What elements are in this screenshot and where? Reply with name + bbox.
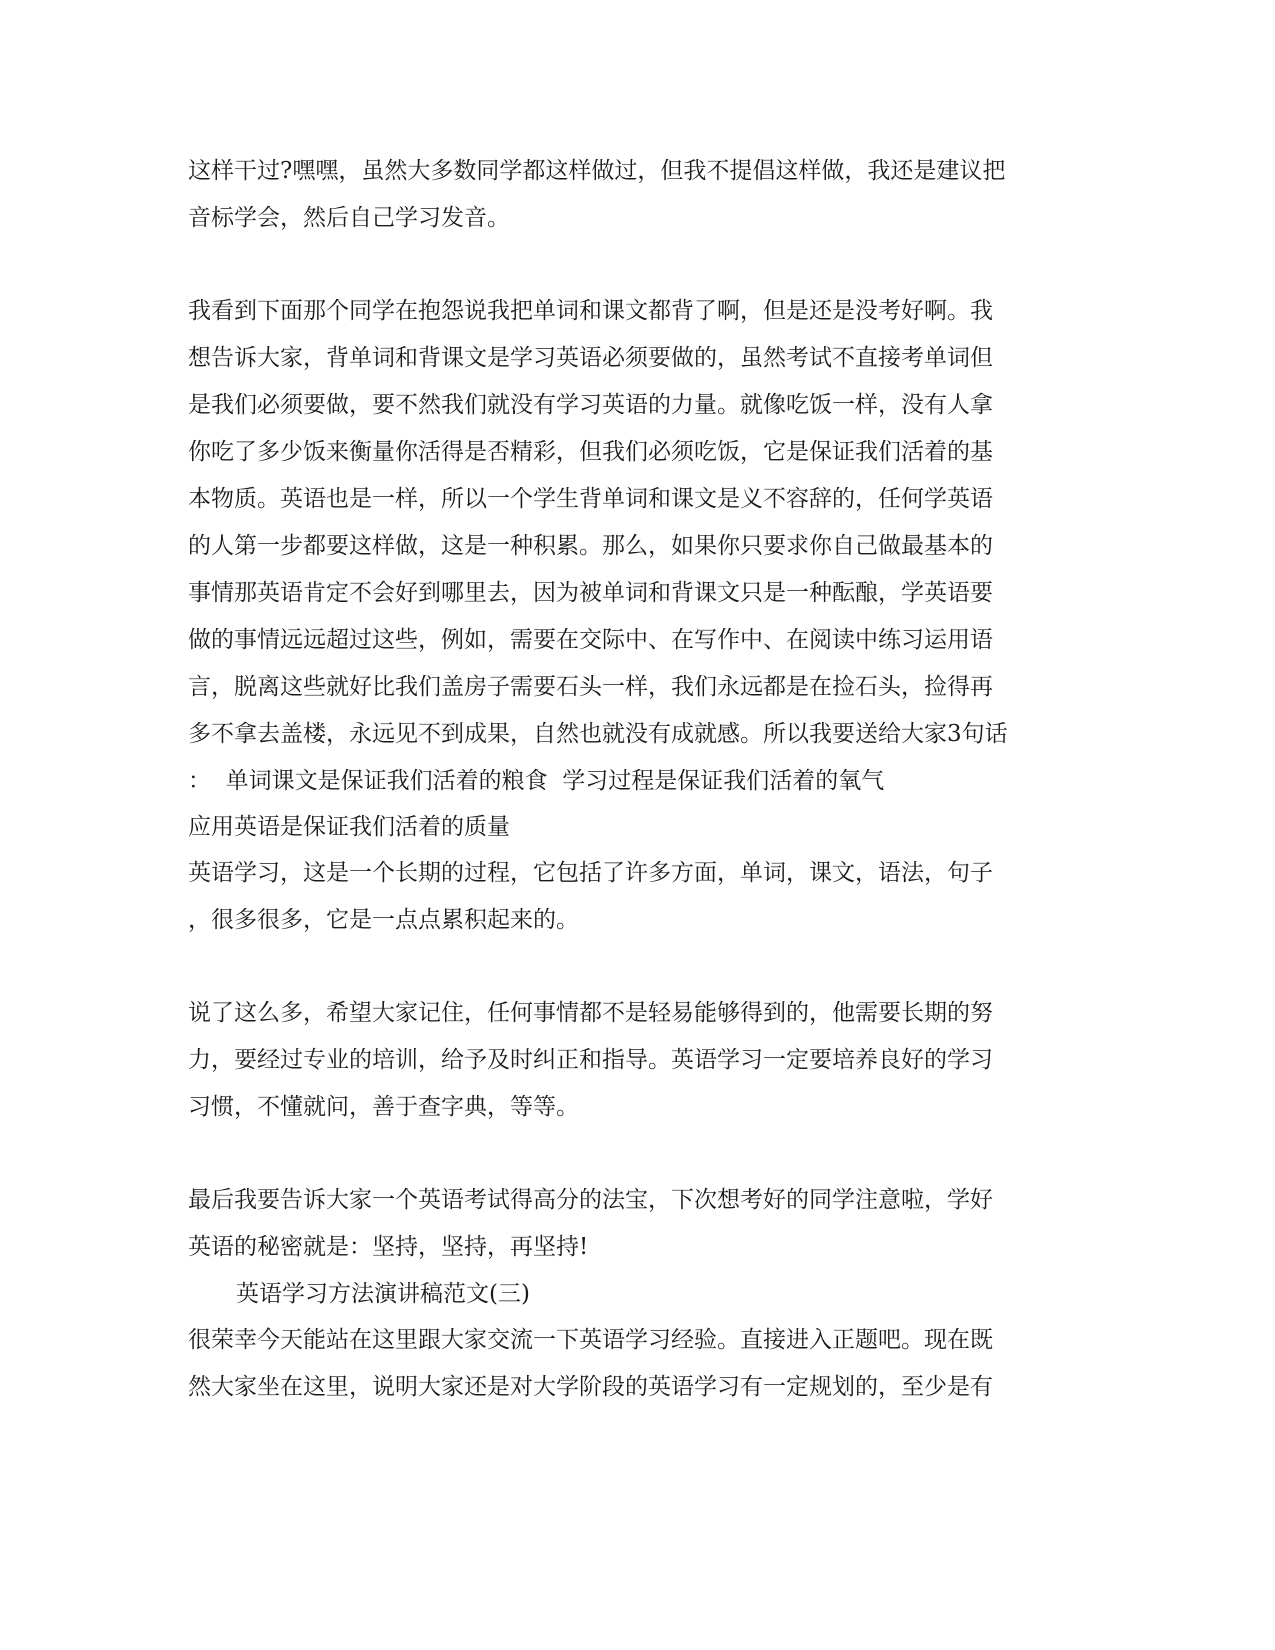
text-line: 应用英语是保证我们活着的质量 (188, 814, 510, 840)
text-line: 英语的秘密就是：坚持，坚持，再坚持! (188, 1234, 589, 1260)
text-line: 力，要经过专业的培训，给予及时纠正和指导。英语学习一定要培养良好的学习 (188, 1047, 993, 1073)
text-line: 习惯，不懂就问，善于查字典，等等。 (188, 1094, 579, 1120)
text-line: 说了这么多，希望大家记住，任何事情都不是轻易能够得到的，他需要长期的努 (188, 1000, 993, 1026)
text-line: 我看到下面那个同学在抱怨说我把单词和课文都背了啊，但是还是没考好啊。我 (188, 298, 993, 324)
text-line: 然大家坐在这里，说明大家还是对大学阶段的英语学习有一定规划的，至少是有 (188, 1374, 993, 1400)
text-line: 是我们必须要做，要不然我们就没有学习英语的力量。就像吃饭一样，没有人拿 (188, 392, 993, 418)
text-line: 事情那英语肯定不会好到哪里去，因为被单词和背课文只是一种酝酿，学英语要 (188, 580, 993, 606)
text-line: 做的事情远远超过这些，例如，需要在交际中、在写作中、在阅读中练习运用语 (188, 627, 993, 653)
text-line: 想告诉大家，背单词和背课文是学习英语必须要做的，虽然考试不直接考单词但 (188, 345, 993, 371)
section-heading: 英语学习方法演讲稿范文(三) (236, 1281, 530, 1307)
text-line: ，很多很多，它是一点点累积起来的。 (188, 907, 579, 933)
text-line: 这样干过?嘿嘿，虽然大多数同学都这样做过，但我不提倡这样做，我还是建议把 (188, 158, 1006, 184)
text-line: 你吃了多少饭来衡量你活得是否精彩，但我们必须吃饭，它是保证我们活着的基 (188, 439, 993, 465)
text-line: ： 单词课文是保证我们活着的粮食 学习过程是保证我们活着的氧气 (188, 768, 885, 794)
text-line: 言，脱离这些就好比我们盖房子需要石头一样，我们永远都是在捡石头，捡得再 (188, 674, 993, 700)
text-line: 英语学习，这是一个长期的过程，它包括了许多方面，单词，课文，语法，句子 (188, 860, 993, 886)
text-line: 的人第一步都要这样做，这是一种积累。那么，如果你只要求你自己做最基本的 (188, 533, 993, 559)
text-line: 多不拿去盖楼，永远见不到成果，自然也就没有成就感。所以我要送给大家3句话 (188, 721, 1008, 747)
text-line: 很荣幸今天能站在这里跟大家交流一下英语学习经验。直接进入正题吧。现在既 (188, 1327, 993, 1353)
text-line: 最后我要告诉大家一个英语考试得高分的法宝，下次想考好的同学注意啦，学好 (188, 1187, 993, 1213)
text-line: 音标学会，然后自己学习发音。 (188, 205, 510, 231)
text-line: 本物质。英语也是一样，所以一个学生背单词和课文是义不容辞的，任何学英语 (188, 486, 993, 512)
